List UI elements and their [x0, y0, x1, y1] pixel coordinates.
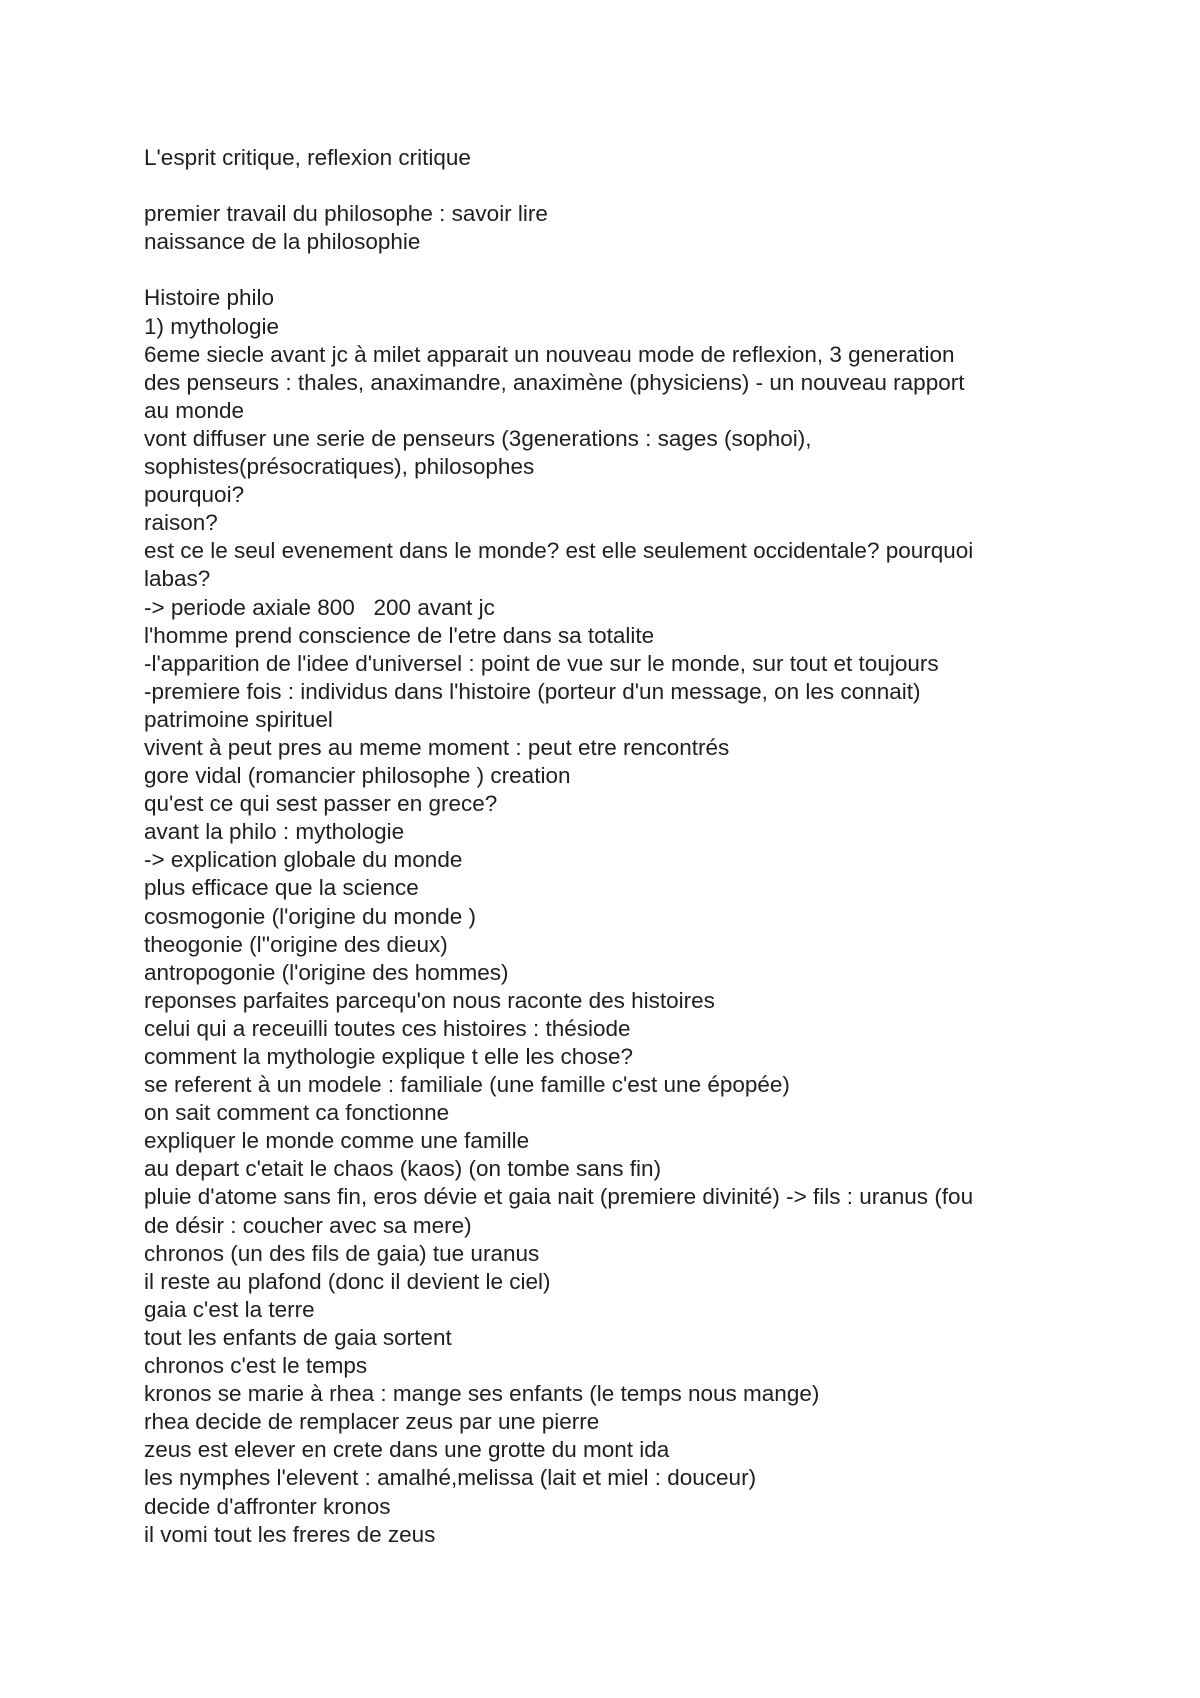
document-title: L'esprit critique, reflexion critique — [144, 145, 471, 170]
text-line: avant la philo : mythologie — [144, 819, 405, 845]
text-line: l'homme prend conscience de l'etre dans sa totalite — [144, 622, 655, 648]
text-line: Histoire philo — [144, 285, 275, 311]
text-line: theogonie (l''origine des dieux) — [144, 931, 448, 957]
document-page — [144, 144, 1064, 1549]
text-line: au depart c'etait le chaos (kaos) (on tombe sans fin) — [144, 1156, 662, 1182]
text-line: celui qui a receuilli toutes ces histoires : thésiode — [144, 1015, 631, 1041]
text-line: rhea decide de remplacer zeus par une pierre — [144, 1409, 600, 1435]
document-body — [144, 284, 1064, 1548]
text-line: naissance de la philosophie — [144, 229, 421, 255]
text-line: 6eme siecle avant jc à milet apparait un nouveau mode de reflexion, 3 generation — [144, 341, 955, 367]
text-line: expliquer le monde comme une famille — [144, 1128, 530, 1154]
text-line: comment la mythologie explique t elle les chose? — [144, 1044, 634, 1069]
text-line: plus efficace que la science — [144, 875, 419, 901]
text-line: vont diffuser une serie de penseurs (3generations : sages (sophoi), — [144, 425, 812, 451]
text-line: chronos c'est le temps — [144, 1353, 368, 1379]
text-line: de désir : coucher avec sa mere) — [144, 1212, 472, 1238]
text-line: il reste au plafond (donc il devient le ciel) — [144, 1268, 551, 1294]
text-line: cosmogonie (l'origine du monde ) — [144, 903, 476, 929]
text-line: gaia c'est la terre — [144, 1296, 315, 1322]
text-line: est ce le seul evenement dans le monde? est elle seulement occidentale? pourquoi — [144, 538, 974, 564]
text-line: pourquoi? — [144, 482, 245, 508]
text-line: -> periode axiale 800 200 avant jc — [144, 594, 495, 620]
text-line: on sait comment ca fonctionne — [144, 1100, 450, 1126]
text-line: -l'apparition de l'idee d'universel : point de vue sur le monde, sur tout et toujours — [144, 650, 939, 676]
text-line: reponses parfaites parcequ'on nous raconte des histoires — [144, 987, 715, 1013]
text-line: raison? — [144, 510, 218, 536]
text-line: antropogonie (l'origine des hommes) — [144, 959, 509, 985]
text-line: il vomi tout les freres de zeus — [144, 1521, 436, 1547]
text-line: vivent à peut pres au meme moment : peut etre rencontrés — [144, 734, 730, 760]
text-line: au monde — [144, 397, 245, 423]
text-line: se referent à un modele : familiale (une famille c'est une épopée) — [144, 1072, 790, 1098]
text-line: chronos (un des fils de gaia) tue uranus — [144, 1240, 540, 1266]
text-line: gore vidal (romancier philosophe ) creation — [144, 763, 571, 789]
text-line: decide d'affronter kronos — [144, 1493, 391, 1519]
text-line: sophistes(présocratiques), philosophes — [144, 454, 535, 480]
text-line: -> explication globale du monde — [144, 847, 463, 873]
text-line: kronos se marie à rhea : mange ses enfants (le temps nous mange) — [144, 1381, 820, 1407]
text-line: labas? — [144, 566, 211, 592]
text-line: zeus est elever en crete dans une grotte du mont ida — [144, 1437, 670, 1463]
text-line: tout les enfants de gaia sortent — [144, 1324, 452, 1350]
text-line: les nymphes l'elevent : amalhé,melissa (lait et miel : douceur) — [144, 1465, 757, 1491]
text-line: patrimoine spirituel — [144, 706, 333, 732]
text-line: qu'est ce qui sest passer en grece? — [144, 791, 498, 817]
text-line: 1) mythologie — [144, 313, 280, 339]
text-line: pluie d'atome sans fin, eros dévie et gaia nait (premiere divinité) -> fils : uranus (fou — [144, 1184, 974, 1210]
text-line: -premiere fois : individus dans l'histoire (porteur d'un message, on les connait) — [144, 678, 921, 704]
text-line: des penseurs : thales, anaximandre, anaximène (physiciens) - un nouveau rapport — [144, 369, 965, 395]
blank-line — [144, 172, 1064, 200]
text-line: premier travail du philosophe : savoir lire — [144, 201, 548, 227]
blank-line — [144, 256, 1064, 284]
